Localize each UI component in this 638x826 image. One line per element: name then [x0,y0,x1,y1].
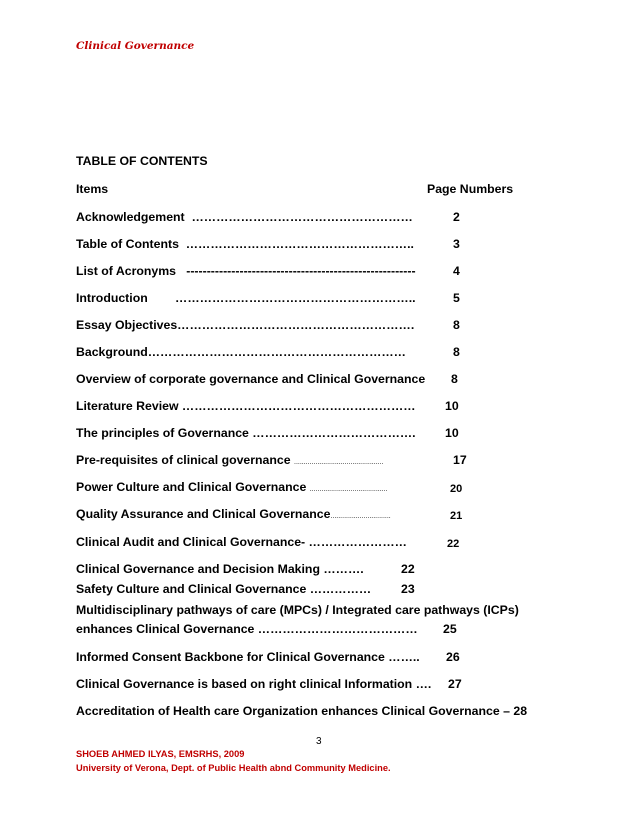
toc-entry-prerequisites[interactable] [76,453,383,470]
toc-page-informed-consent: 26 [446,650,460,664]
toc-page-power-culture: 20 [450,483,463,495]
toc-page-decision-making: 22 [401,562,415,576]
toc-col-pages: Page Numbers [427,182,514,196]
toc-entry-overview[interactable]: Overview of corporate governance and Clinical Governance [76,372,426,386]
toc-entry-prerequisites-label: Pre-requisites of clinical governance [76,453,291,467]
toc-entry-safety-culture[interactable]: Safety Culture and Clinical Governance …………… [76,582,372,596]
toc-page-multidisciplinary-pathways: 25 [443,622,457,636]
toc-entry-essay-objectives[interactable]: Essay Objectives…………………………………………………. [76,318,415,332]
toc-entry-introduction[interactable]: Introduction ………………………………………………….. [76,291,416,305]
toc-entry-decision-making[interactable]: Clinical Governance and Decision Making ………. [76,562,364,576]
toc-page-overview: 8 [451,372,458,386]
toc-page-prerequisites: 17 [453,453,467,467]
toc-entry-power-culture-label: Power Culture and Clinical Governance [76,480,307,494]
toc-entry-list-of-acronyms[interactable]: List of Acronyms -------------------------------------------------------- [76,264,416,278]
toc-page-clinical-audit: 22 [447,538,460,550]
footer-affiliation: University of Verona, Dept. of Public Health abnd Community Medicine. [76,763,391,773]
toc-entry-informed-consent[interactable]: Informed Consent Backbone for Clinical Governance …….. [76,650,420,664]
toc-entry-enhances-clinical-governance[interactable]: enhances Clinical Governance ………………………………… [76,622,418,636]
toc-entry-accreditation[interactable]: Accreditation of Health care Organization enhances Clinical Governance – 28 [76,704,528,718]
toc-leader: ........................................ [309,486,388,493]
toc-entry-table-of-contents[interactable]: Table of Contents ……………………………………………….. [76,237,414,251]
toc-page-essay-objectives: 8 [453,318,460,332]
toc-page-list-of-acronyms: 4 [453,264,460,278]
toc-col-items: Items [76,182,109,196]
toc-page-safety-culture: 23 [401,582,415,596]
toc-entry-multidisciplinary-pathways[interactable]: Multidisciplinary pathways of care (MPCs) / Integrated care pathways (ICPs) [76,603,519,617]
toc-page-acknowledgement: 2 [453,210,460,224]
toc-page-right-clinical-information: 27 [448,677,462,691]
toc-entry-power-culture[interactable] [76,480,388,497]
toc-leader: .............................................. [294,459,384,466]
toc-entry-quality-assurance-label: Quality Assurance and Clinical Governance [76,507,331,521]
toc-leader: ............................... [330,513,391,520]
toc-entry-background[interactable]: Background……………………………………………………… [76,345,406,359]
toc-page-introduction: 5 [453,291,460,305]
running-header: Clinical Governance [76,40,195,52]
toc-page-principles: 10 [445,426,459,440]
toc-page-literature-review: 10 [445,399,459,413]
toc-entry-right-clinical-information[interactable]: Clinical Governance is based on right clinical Information …. [76,677,432,691]
toc-page-background: 8 [453,345,460,359]
toc-entry-literature-review[interactable]: Literature Review ………………………………………………… [76,399,416,413]
footer-author: SHOEB AHMED ILYAS, EMSRHS, 2009 [76,749,245,759]
toc-page-quality-assurance: 21 [450,510,463,522]
toc-entry-clinical-audit[interactable]: Clinical Audit and Clinical Governance- …………………… [76,535,407,549]
toc-entry-acknowledgement[interactable]: Acknowledgement ……………………………………………… [76,210,413,224]
toc-entry-quality-assurance[interactable] [76,507,391,524]
toc-page-table-of-contents: 3 [453,237,460,251]
toc-title: TABLE OF CONTENTS [76,154,208,168]
page-number: 3 [316,736,322,747]
toc-entry-principles[interactable]: The principles of Governance …………………………………. [76,426,416,440]
